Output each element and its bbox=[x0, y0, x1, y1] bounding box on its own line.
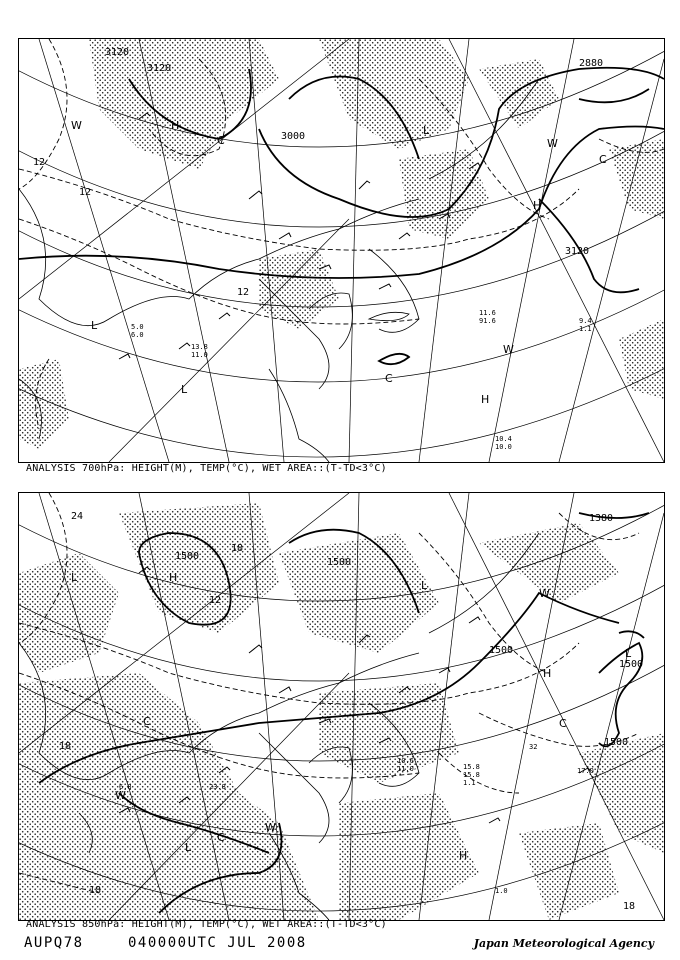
isotherm-label: 12 bbox=[79, 187, 92, 198]
warm-center: W bbox=[539, 587, 550, 600]
station-value: 6.0 bbox=[131, 331, 144, 339]
map-850hpa bbox=[18, 492, 665, 921]
contour-label: 3120 bbox=[565, 246, 590, 257]
high-center: H bbox=[459, 849, 468, 862]
low-center: L bbox=[91, 319, 98, 332]
station-value: 1.1 bbox=[463, 779, 476, 787]
contour-label: 1380 bbox=[589, 513, 614, 524]
map-700hpa-drawing bbox=[19, 39, 664, 462]
station-value: 10.6 bbox=[397, 757, 414, 765]
station-value: 10.4 bbox=[495, 435, 512, 443]
warm-center: W bbox=[503, 343, 514, 356]
station-value: 10.0 bbox=[495, 443, 512, 451]
warm-center: W bbox=[265, 821, 276, 834]
contour-label: 1500 bbox=[175, 551, 200, 562]
station-value: 15.8 bbox=[463, 763, 480, 771]
high-center: H bbox=[169, 571, 178, 584]
station-value: 6.8 bbox=[119, 783, 132, 791]
contour-label: 1500 bbox=[327, 557, 352, 568]
station-value: 1.0 bbox=[495, 887, 508, 895]
cold-center: C bbox=[143, 715, 151, 728]
cold-center: C bbox=[599, 153, 607, 166]
agency-name: Japan Meteorological Agency bbox=[473, 937, 654, 950]
low-center: L bbox=[423, 124, 430, 137]
valid-time: 040000UTC JUL 2008 bbox=[128, 935, 307, 951]
low-center: L bbox=[181, 383, 188, 396]
map-700hpa bbox=[18, 38, 665, 463]
station-value: 5.0 bbox=[131, 323, 144, 331]
cold-center: C bbox=[217, 831, 225, 844]
map-850hpa-drawing bbox=[19, 493, 664, 920]
station-value: 17.0 bbox=[577, 767, 594, 775]
wet-area-stipple bbox=[19, 39, 664, 449]
low-center: L bbox=[421, 579, 428, 592]
isotherm-label: 18 bbox=[89, 885, 102, 896]
contour-label: 1500 bbox=[619, 659, 644, 670]
contour-label: 3000 bbox=[281, 131, 306, 142]
warm-center: W bbox=[547, 137, 558, 150]
station-value: 1.1 bbox=[579, 325, 592, 333]
caption-700hpa: ANALYSIS 700hPa: HEIGHT(M), TEMP(°C), WET AREA::(T-TD<3°C) bbox=[26, 463, 387, 474]
low-center: L bbox=[71, 571, 78, 584]
station-value: 91.6 bbox=[479, 317, 496, 325]
contour-label: 3120 bbox=[105, 47, 130, 58]
isotherm-label: 12 bbox=[209, 595, 222, 606]
isotherm-label: 18 bbox=[623, 901, 636, 912]
station-value: 13.8 bbox=[191, 343, 208, 351]
contour-label: 3120 bbox=[147, 63, 172, 74]
high-center: H bbox=[533, 199, 542, 212]
cold-center: C bbox=[385, 372, 393, 385]
caption-850hpa: ANALYSIS 850hPa: HEIGHT(M), TEMP(°C), WET AREA::(T-TD<3°C) bbox=[26, 919, 387, 930]
isotherm-label: 12 bbox=[237, 287, 250, 298]
contour-label: 2880 bbox=[579, 58, 604, 69]
station-value: 23.8 bbox=[209, 783, 226, 791]
station-value: 15.8 bbox=[463, 771, 480, 779]
station-value: 11.0 bbox=[397, 765, 414, 773]
high-center: H bbox=[171, 119, 180, 132]
cold-center: C bbox=[217, 134, 225, 147]
station-value: 11.6 bbox=[479, 309, 496, 317]
warm-center: W bbox=[115, 789, 126, 802]
contour-label: 1500 bbox=[604, 737, 629, 748]
low-center: L bbox=[625, 647, 632, 660]
isotherm-label: 24 bbox=[71, 511, 84, 522]
low-center: L bbox=[185, 841, 192, 854]
station-value: 11.0 bbox=[191, 351, 208, 359]
high-center: H bbox=[481, 393, 490, 406]
contour-label: 1500 bbox=[489, 645, 514, 656]
chart-code: AUPQ78 bbox=[24, 935, 84, 951]
station-value: 9.4 bbox=[579, 317, 592, 325]
station-value: 32 bbox=[529, 743, 538, 751]
isotherm-label: 12 bbox=[33, 157, 46, 168]
high-center: H bbox=[543, 667, 552, 680]
cold-center: C bbox=[559, 717, 567, 730]
isotherm-label: 18 bbox=[59, 741, 72, 752]
isotherm-label: 18 bbox=[231, 543, 244, 554]
warm-center: W bbox=[71, 119, 82, 132]
